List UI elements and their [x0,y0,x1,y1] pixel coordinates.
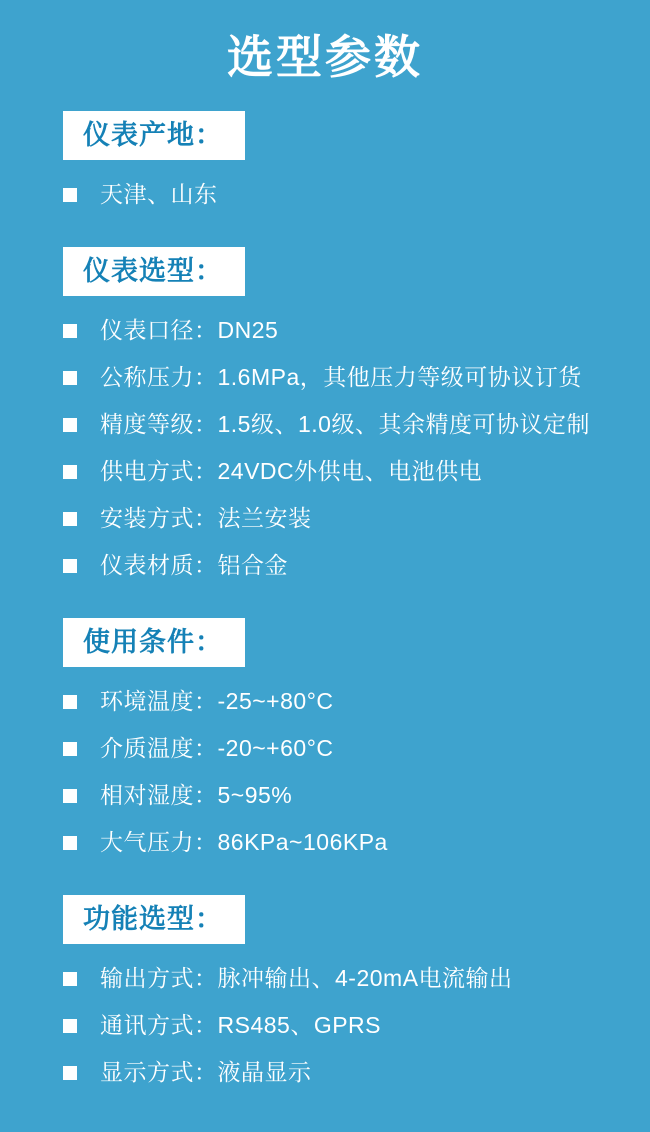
section-heading-model-selection: 仪表选型： [63,247,245,296]
list-item [63,459,650,484]
item-text: 天津、山东 [100,181,218,208]
item-text: 精度等级：1.5级、1.0级、其余精度可协议定制 [100,411,590,438]
square-bullet-icon [63,371,77,385]
list-item [63,365,650,390]
list-item [63,506,650,531]
square-bullet-icon [63,1019,77,1033]
square-bullet-icon [63,742,77,756]
square-bullet-icon [63,465,77,479]
list-item [63,182,650,207]
square-bullet-icon [63,188,77,202]
item-text: 仪表口径：DN25 [100,317,279,344]
list-item [63,736,650,761]
section-heading-function-selection: 功能选型： [63,895,245,944]
item-text: 仪表材质：铝合金 [100,552,288,579]
square-bullet-icon [63,418,77,432]
square-bullet-icon [63,972,77,986]
list-item [63,318,650,343]
square-bullet-icon [63,695,77,709]
item-text: 输出方式：脉冲输出、4-20mA电流输出 [100,965,513,992]
page-title: 选型参数 [227,31,423,83]
square-bullet-icon [63,512,77,526]
list-item [63,689,650,714]
section-heading-usage-conditions: 使用条件： [63,618,245,667]
item-text: 大气压力：86KPa~106KPa [100,829,388,856]
item-text: 通讯方式：RS485、GPRS [100,1012,382,1039]
square-bullet-icon [63,789,77,803]
square-bullet-icon [63,836,77,850]
item-text: 相对湿度：5~95% [100,782,293,809]
item-text: 介质温度：-20~+60°C [100,735,334,762]
list-item [63,412,650,437]
list-item [63,830,650,855]
square-bullet-icon [63,559,77,573]
item-text: 安装方式：法兰安装 [100,505,312,532]
section-heading-origin: 仪表产地： [63,111,245,160]
item-text: 环境温度：-25~+80°C [100,688,334,715]
item-text: 公称压力：1.6MPa，其他压力等级可协议订货 [100,364,582,391]
list-item [63,783,650,808]
list-item [63,1060,650,1085]
list-item [63,553,650,578]
list-item [63,966,650,991]
item-text: 供电方式：24VDC外供电、电池供电 [100,458,483,485]
square-bullet-icon [63,1066,77,1080]
list-item [63,1013,650,1038]
item-text: 显示方式：液晶显示 [100,1059,312,1086]
square-bullet-icon [63,324,77,338]
